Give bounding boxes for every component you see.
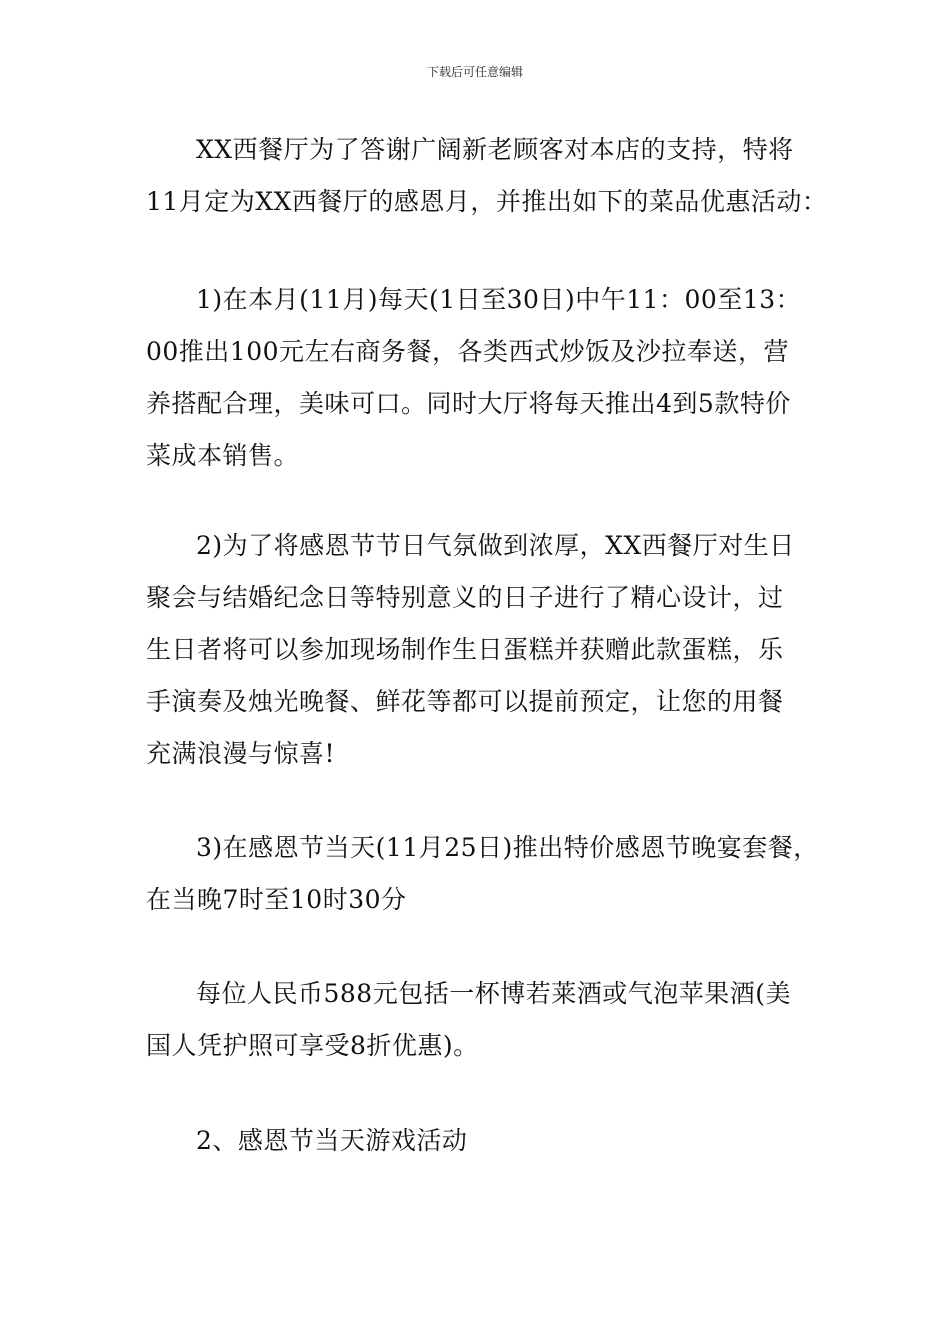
text-line: 菜成本销售。 — [146, 441, 300, 470]
text-line: 国人凭护照可享受8折优惠)。 — [146, 1031, 479, 1060]
text-line: 充满浪漫与惊喜! — [146, 739, 336, 768]
text-line: 2)为了将感恩节节日气氛做到浓厚，XX西餐厅对生日 — [196, 531, 795, 560]
text-line: 00推出100元左右商务餐，各类西式炒饭及沙拉奉送，营 — [146, 337, 790, 366]
text-line: 3)在感恩节当天(11月25日)推出特价感恩节晚宴套餐， — [196, 833, 819, 862]
text-line: XX西餐厅为了答谢广阔新老顾客对本店的支持，特将 — [196, 135, 794, 164]
text-line: 在当晚7时至10时30分 — [146, 885, 407, 914]
paragraph-intro — [146, 124, 828, 228]
paragraph-item-2 — [146, 520, 808, 780]
text-line: 1)在本月(11月)每天(1日至30日)中午11：00至13： — [196, 285, 802, 314]
text-line: 每位人民币588元包括一杯博若莱酒或气泡苹果酒(美 — [196, 979, 791, 1008]
text-line: 聚会与结婚纪念日等特别意义的日子进行了精心设计，过 — [146, 583, 784, 612]
paragraph-item-1 — [146, 274, 808, 482]
paragraph-price — [146, 968, 808, 1072]
paragraph-item-3 — [146, 822, 819, 926]
section-heading-games — [146, 1115, 808, 1167]
text-line: 生日者将可以参加现场制作生日蛋糕并获赠此款蛋糕，乐 — [146, 635, 784, 664]
text-line: 2、感恩节当天游戏活动 — [196, 1126, 468, 1155]
text-line: 11月定为XX西餐厅的感恩月，并推出如下的菜品优惠活动： — [146, 187, 828, 216]
text-line: 养搭配合理，美味可口。同时大厅将每天推出4到5款特价 — [146, 389, 791, 418]
page-header: 下载后可任意编辑 — [426, 65, 523, 79]
text-line: 手演奏及烛光晚餐、鲜花等都可以提前预定，让您的用餐 — [146, 687, 784, 716]
